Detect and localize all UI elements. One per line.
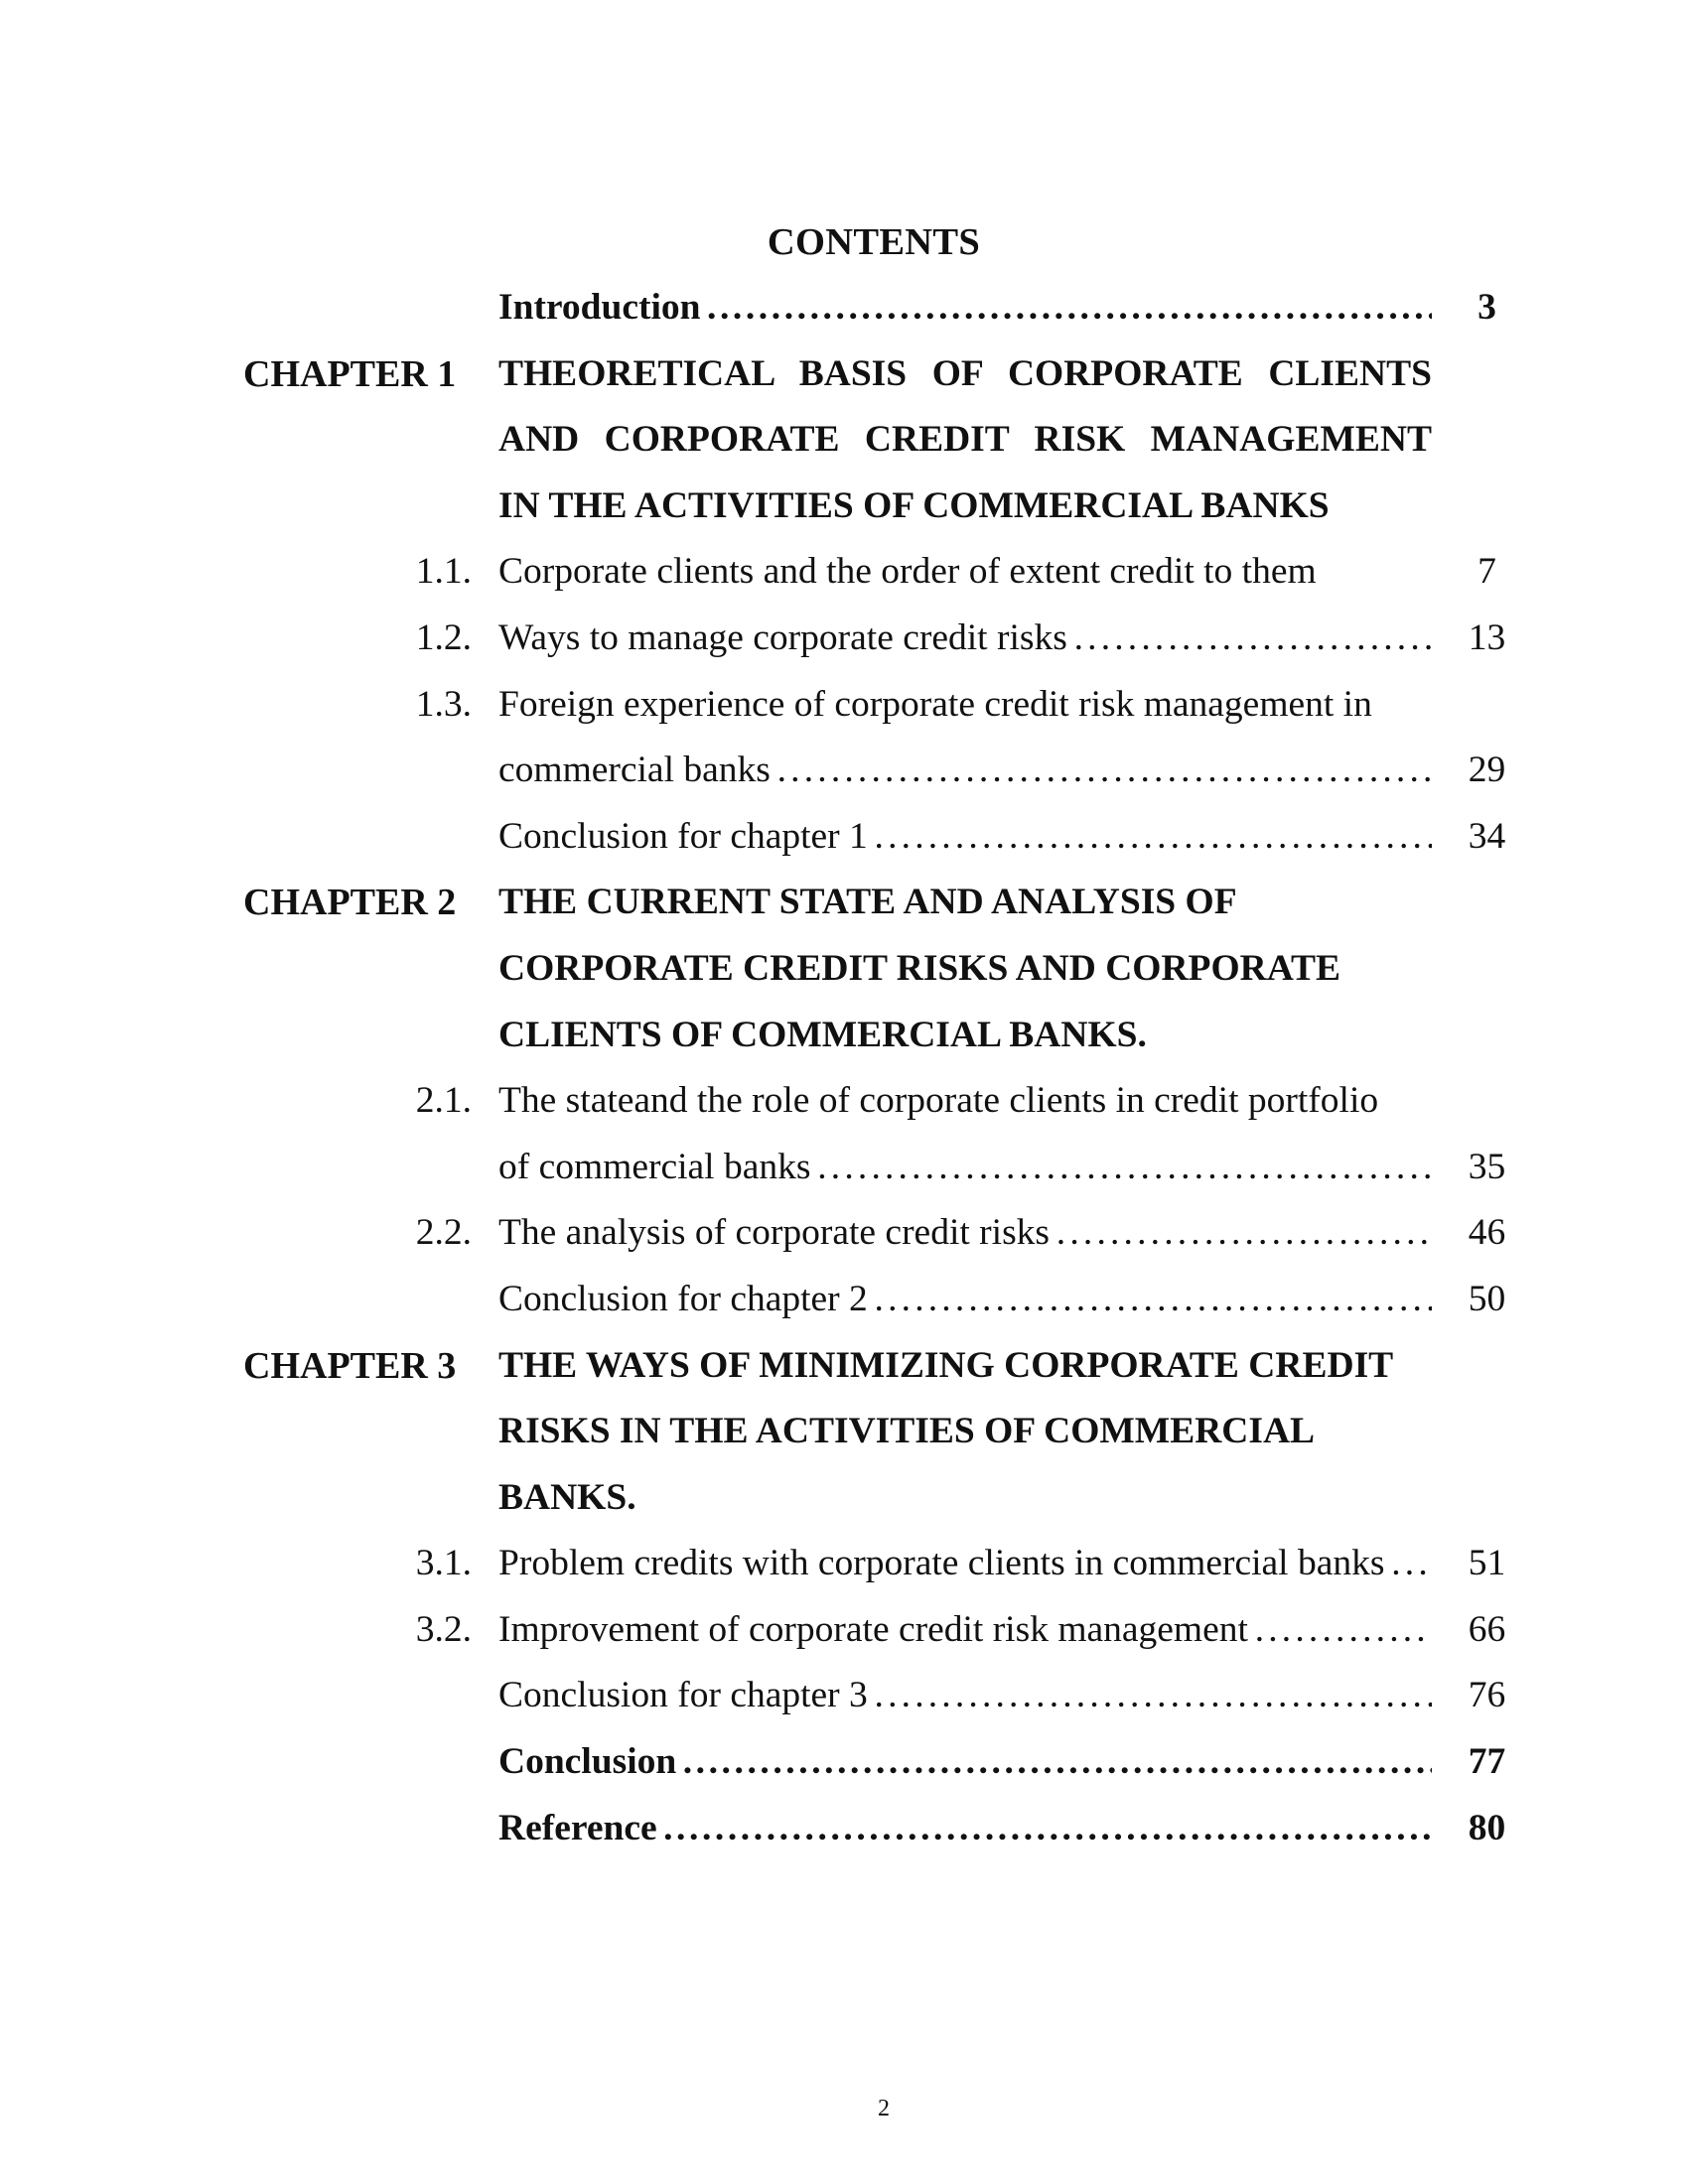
toc-page-number: 34 <box>1468 815 1506 857</box>
toc-chapter-2-heading[interactable] <box>0 880 1688 946</box>
toc-page-number: 80 <box>1468 1807 1506 1848</box>
chapter-title-line: IN THE ACTIVITIES OF COMMERCIAL BANKS <box>498 484 1330 526</box>
toc-entry-text: Reference . . . <box>498 1806 1432 1851</box>
toc-page-number: 46 <box>1468 1212 1506 1254</box>
toc-section-1-1[interactable] <box>0 549 1688 615</box>
page-number-footer: 2 <box>878 2096 890 2121</box>
toc-conclusion-chapter-2[interactable] <box>0 1277 1688 1343</box>
toc-page-number: 51 <box>1468 1543 1506 1584</box>
table-of-contents <box>0 285 1688 1871</box>
chapter-label: CHAPTER 3 <box>243 1344 457 1387</box>
section-number: 1.1. <box>415 551 472 593</box>
toc-entry-text: Conclusion . . . <box>498 1739 1432 1785</box>
section-number: 1.3. <box>415 683 472 725</box>
toc-page-number: 66 <box>1468 1608 1506 1650</box>
toc-chapter-2-heading-line-3 <box>0 1013 1688 1079</box>
section-number: 3.1. <box>415 1543 472 1584</box>
toc-page-number: 50 <box>1468 1278 1506 1319</box>
toc-page-number: 77 <box>1468 1741 1506 1783</box>
toc-chapter-1-heading-line-2 <box>0 417 1688 483</box>
section-number: 1.2. <box>415 616 472 658</box>
chapter-title-line: CORPORATE CREDIT RISKS AND CORPORATE <box>498 947 1341 989</box>
chapter-label: CHAPTER 2 <box>243 882 457 924</box>
toc-section-2-2[interactable] <box>0 1210 1688 1277</box>
toc-conclusion-chapter-3[interactable] <box>0 1673 1688 1739</box>
toc-chapter-3-heading-line-3 <box>0 1475 1688 1542</box>
chapter-title-line: BANKS. <box>498 1476 636 1518</box>
chapter-title-line: THE WAYS OF MINIMIZING CORPORATE CREDIT <box>498 1344 1394 1386</box>
toc-page-number: 76 <box>1468 1675 1506 1716</box>
chapter-title-line: CLIENTS OF COMMERCIAL BANKS. <box>498 1014 1147 1055</box>
section-title: Problem credits with corporate clients in commercial banks . . . <box>498 1541 1432 1586</box>
chapter-label: CHAPTER 1 <box>243 352 457 395</box>
toc-entry-conclusion[interactable] <box>0 1739 1688 1806</box>
toc-chapter-2-heading-line-2 <box>0 946 1688 1013</box>
toc-section-3-1[interactable] <box>0 1541 1688 1607</box>
toc-entry-reference[interactable] <box>0 1806 1688 1872</box>
section-title: Improvement of corporate credit risk management . . . <box>498 1607 1432 1653</box>
toc-chapter-3-heading[interactable] <box>0 1343 1688 1410</box>
toc-page-number: 29 <box>1468 750 1506 791</box>
toc-section-2-1-line-2 <box>0 1145 1688 1211</box>
section-number: 2.2. <box>415 1212 472 1254</box>
section-title: Foreign experience of corporate credit risk management in <box>498 683 1372 725</box>
chapter-title-line: THEORETICAL BASIS OF CORPORATE CLIENTS <box>498 352 1432 394</box>
toc-section-3-2[interactable] <box>0 1607 1688 1674</box>
section-title: The stateand the role of corporate clients in credit portfolio <box>498 1080 1379 1122</box>
toc-section-2-1[interactable] <box>0 1078 1688 1145</box>
contents-title: CONTENTS <box>767 221 981 263</box>
section-title: Conclusion for chapter 2 . . . <box>498 1277 1432 1322</box>
chapter-title-line: RISKS IN THE ACTIVITIES OF COMMERCIAL <box>498 1411 1316 1452</box>
toc-section-1-3-line-2 <box>0 748 1688 814</box>
section-title: Ways to manage corporate credit risks . . . <box>498 615 1432 661</box>
chapter-title-line: THE CURRENT STATE AND ANALYSIS OF <box>498 882 1237 923</box>
section-title: Conclusion for chapter 1 . . . <box>498 814 1432 860</box>
section-title-continued: commercial banks . . . <box>498 748 1432 793</box>
toc-chapter-3-heading-line-2 <box>0 1409 1688 1475</box>
toc-entry-introduction[interactable] <box>0 285 1688 351</box>
toc-section-1-3[interactable] <box>0 682 1688 749</box>
section-number: 2.1. <box>415 1080 472 1122</box>
toc-page-number: 7 <box>1477 551 1496 593</box>
chapter-title-line: AND CORPORATE CREDIT RISK MANAGEMENT <box>498 419 1432 461</box>
toc-chapter-1-heading-line-3 <box>0 483 1688 550</box>
toc-section-1-2[interactable] <box>0 615 1688 682</box>
toc-page-number: 3 <box>1477 287 1496 328</box>
toc-page-number: 35 <box>1468 1146 1506 1187</box>
section-title: Corporate clients and the order of extent credit to them <box>498 551 1317 593</box>
section-number: 3.2. <box>415 1608 472 1650</box>
toc-conclusion-chapter-1[interactable] <box>0 814 1688 881</box>
section-title: Conclusion for chapter 3 . . . <box>498 1673 1432 1718</box>
toc-entry-text: Introduction . . . <box>498 285 1432 331</box>
section-title: The analysis of corporate credit risks . . . <box>498 1210 1432 1256</box>
section-title-continued: of commercial banks . . . <box>498 1145 1432 1190</box>
toc-page-number: 13 <box>1468 616 1506 658</box>
toc-chapter-1-heading[interactable] <box>0 351 1688 418</box>
